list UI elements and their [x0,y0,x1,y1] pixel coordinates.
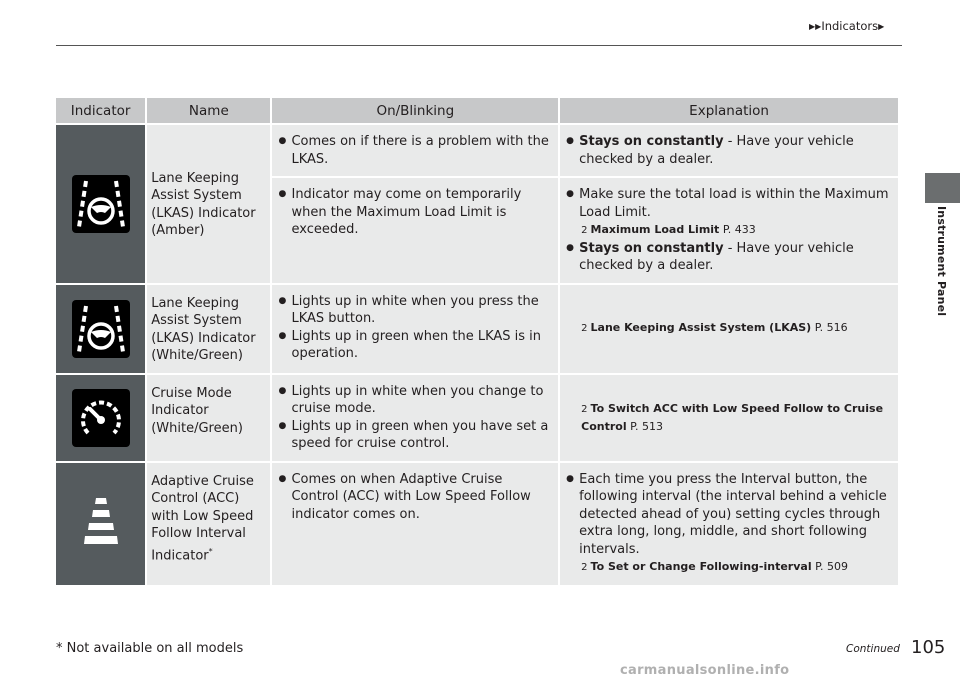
explanation-bold: Stays on constantly [579,134,724,149]
footnote-marker: * [208,546,213,556]
cross-reference-link[interactable] [566,221,890,240]
reference-page: P. 509 [811,560,849,573]
reference-page: P. 433 [719,223,756,236]
indicator-icon-cell [56,375,145,461]
table-row [56,375,898,461]
cross-reference-link[interactable] [566,400,890,436]
explanation-text: ● Each time you press the Interval button, the following interval (the interval behind a vehicle detected ahead of you) setting cycles through extra long, long, middle, and short following intervals. [566,471,890,559]
header-explanation: Explanation [560,98,898,123]
reference-arrow-icon: 2 [581,323,588,335]
cross-reference-link[interactable] [566,319,890,338]
indicator-name: Cruise Mode Indicator (White/Green) [147,375,270,461]
breadcrumb-section: Indicators [821,19,879,33]
watermark: carmanualsonline.info [620,663,790,678]
continued-label: Continued [846,643,900,655]
explanation-cell [560,178,898,283]
on-blinking-cell [272,125,558,176]
page-number: 105 [911,637,946,658]
on-blinking-text: ● Lights up in green when you have set a speed for cruise control. [278,418,550,453]
explanation-cell [560,285,898,373]
on-blinking-cell [272,463,558,585]
on-blinking-text: ● Indicator may come on temporarily when the Maximum Load Limit is exceeded. [278,186,550,239]
indicator-table [54,96,900,587]
indicator-icon-cell [56,285,145,373]
table-row [56,125,898,176]
header-indicator: Indicator [56,98,145,123]
explanation-text: - Have your vehicle checked by a dealer. [579,134,854,167]
breadcrumb [809,19,884,33]
indicator-name: Lane Keeping Assist System (LKAS) Indicator (Amber) [147,125,270,283]
footnote: * Not available on all models [56,641,244,656]
reference-arrow-icon: 2 [581,403,588,415]
breadcrumb-arrows: ▶▶ [809,22,822,31]
indicator-name [147,463,270,585]
lkas-lane-keeping-icon [72,300,130,358]
explanation-cell [560,375,898,461]
explanation-text: ● Make sure the total load is within the Maximum Load Limit. [566,186,890,221]
indicator-icon-cell [56,463,145,585]
on-blinking-cell [272,285,558,373]
lkas-lane-keeping-icon [72,175,130,233]
explanation-item [566,133,890,168]
explanation-text: - Have your vehicle checked by a dealer. [579,240,854,273]
indicator-icon-cell [56,125,145,283]
reference-title: Maximum Load Limit [590,223,720,236]
reference-arrow-icon: 2 [581,225,588,236]
table-header-row [56,98,898,123]
table-row [56,463,898,585]
reference-page: P. 516 [811,321,848,335]
cruise-mode-speedometer-icon [72,389,130,447]
on-blinking-text: ● Lights up in green when the LKAS is in operation. [278,328,550,363]
on-blinking-text: ● Comes on when Adaptive Cruise Control (ACC) with Low Speed Follow indicator comes on. [278,471,550,524]
table-row [56,285,898,373]
side-section-text: Instrument Panel [935,206,948,317]
explanation-cell [560,463,898,585]
on-blinking-text: ● Lights up in white when you press the LKAS button. [278,293,550,328]
explanation-bold: Stays on constantly [579,240,724,256]
on-blinking-text: ● Comes on if there is a problem with the LKAS. [278,133,550,168]
reference-arrow-icon: 2 [581,562,588,573]
on-blinking-text: ● Lights up in white when you change to cruise mode. [278,383,550,418]
reference-title: To Switch ACC with Low Speed Follow to Cruise Control [581,401,884,433]
reference-title: Lane Keeping Assist System (LKAS) [590,321,812,335]
reference-page: P. 513 [626,420,664,433]
header-on-blinking: On/Blinking [272,98,558,123]
on-blinking-cell [272,375,558,461]
side-section-label [935,206,960,317]
reference-title: To Set or Change Following-interval [590,560,812,573]
on-blinking-cell [272,178,558,283]
header-rule [56,45,902,46]
explanation-item [566,240,890,275]
explanation-cell [560,125,898,176]
header-name: Name [147,98,270,123]
section-tab [925,173,960,203]
indicator-name: Lane Keeping Assist System (LKAS) Indicator (White/Green) [147,285,270,373]
indicator-name-text: Adaptive Cruise Control (ACC) with Low Speed Follow Interval Indicator [151,473,254,563]
following-interval-bars-icon [72,492,130,556]
cross-reference-link[interactable] [566,558,890,577]
breadcrumb-end-arrow: ▶ [878,22,885,31]
